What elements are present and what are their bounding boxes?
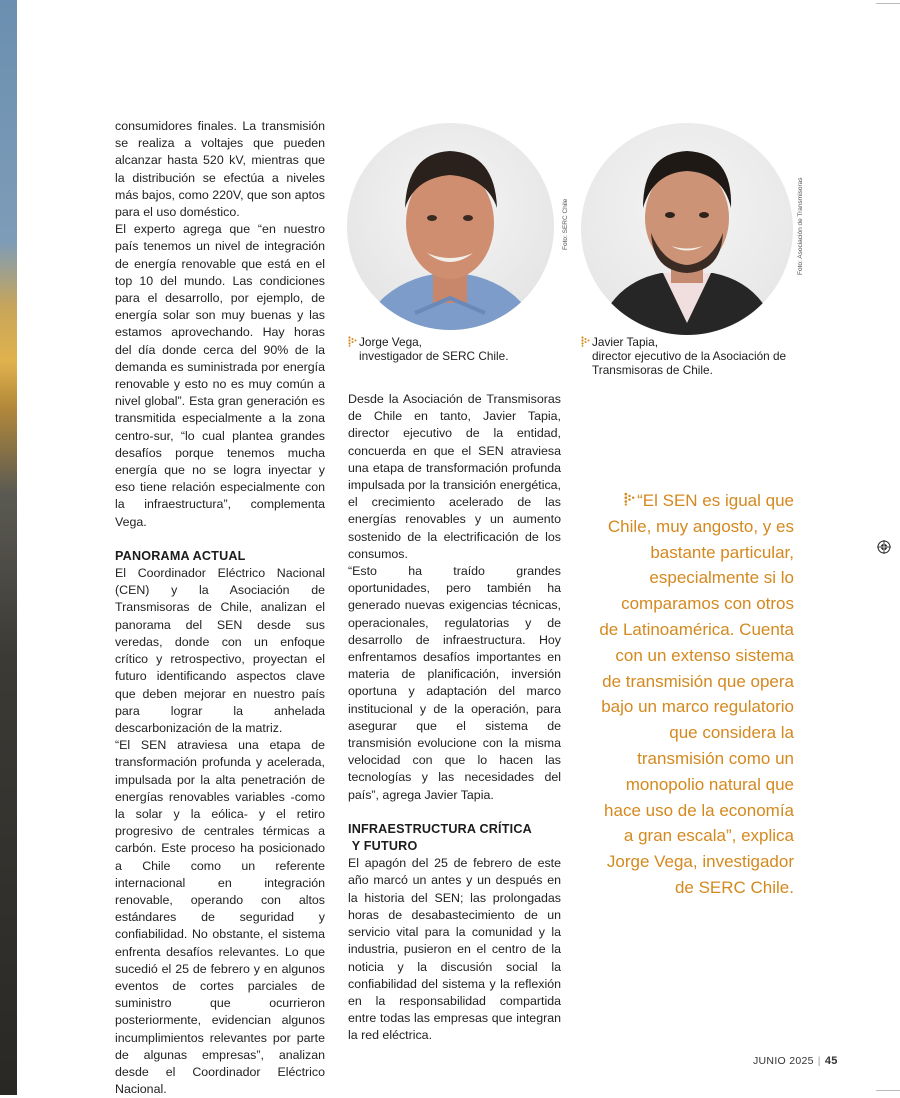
caption-jorge-vega bbox=[348, 335, 548, 363]
col2-paragraph-2: “Esto ha traído grandes oportunidades, pero también ha generado nuevas exigencias técnicas, operacionales, regulatorias y de desarrollo de infraestructura. Hoy enfrentamos desafíos importantes en materia de planificación, inversión oportuna y adaptación del marco institucional y de la operación, para asegurar que el sistema de transmisión evolucione con la misma velocidad con que lo hacen las tecnologías y las necesidades del país”, agrega Javier Tapia. bbox=[348, 564, 561, 802]
pull-quote bbox=[598, 488, 794, 901]
caption-javier-tapia bbox=[581, 335, 811, 377]
crop-mark-top bbox=[876, 3, 900, 4]
col1-paragraph-1: consumidores finales. La transmisión se realiza a voltajes que pueden alcanzar hasta 520 kV, mientras que la distribución se efectúa a niveles más bajos, como 220V, que son aptos para el uso doméstico. bbox=[115, 119, 325, 220]
section-title-panorama: PANORAMA ACTUAL bbox=[115, 548, 246, 563]
photo-credit-right: Foto: Asociación de Transmisoras bbox=[797, 177, 804, 275]
article-column-1 bbox=[115, 118, 325, 1098]
caption-role-left: investigador de SERC Chile. bbox=[359, 349, 509, 363]
photo-javier-tapia bbox=[581, 123, 793, 335]
dotted-arrow-icon bbox=[624, 492, 635, 506]
photo-jorge-vega bbox=[347, 123, 554, 330]
article-column-2 bbox=[348, 391, 561, 1045]
portrait-jorge-vega bbox=[347, 123, 554, 330]
page-footer bbox=[753, 1055, 838, 1067]
col1-paragraph-3: El Coordinador Eléctrico Nacional (CEN) y la Asociación de Transmisoras de Chile, analizan el panorama del SEN desde sus veredas, donde con un enfoque crítico y retrospectivo, proyectan el futuro identificando aspectos clave que deben mejorar en nuestro país para lograr la anhelada descarbonización de la matriz. bbox=[115, 566, 325, 735]
registration-mark-icon bbox=[877, 540, 891, 554]
edge-photo-strip bbox=[0, 0, 17, 1095]
portrait-javier-tapia bbox=[581, 123, 793, 335]
pull-quote-text: “El SEN es igual que Chile, muy angosto, y es bastante particular, especialmente si lo comparamos con otros de Latinoamérica. Cuenta con un extenso sistema de transmisión que opera bajo un marco regulatorio que considera la transmisión como un monopolio natural que hace uso de la economía a gran escala”, explica Jorge Vega, investigador de SERC Chile. bbox=[599, 491, 794, 897]
page-number: 45 bbox=[824, 1055, 838, 1067]
caption-name-right: Javier Tapia, bbox=[592, 335, 659, 349]
col2-paragraph-3: El apagón del 25 de febrero de este año marcó un antes y un después en la historia del SEN; las prolongadas horas de desabastecimiento de un servicio vital para la comunidad y la industria, pusieron en el centro de la noticia y la discusión social la confiabilidad del sistema y la reflexión en la responsabilidad compartida entre todas las empresas que integran la red eléctrica. bbox=[348, 856, 561, 1043]
section-title-infraestructura bbox=[348, 821, 561, 855]
section-title-line-2: Y FUTURO bbox=[351, 839, 418, 854]
section-title-line-1: INFRAESTRUCTURA CRÍTICA bbox=[348, 821, 532, 836]
dotted-arrow-icon bbox=[348, 336, 357, 347]
col1-paragraph-4: “El SEN atraviesa una etapa de transformación profunda y acelerada, impulsada por la alta penetración de energías renovables variables -como la solar y la eólica- y el retiro progresivo de centrales térmicas a carbón. Este proceso ha posicionado a Chile como un referente internacional en integración renovable, operando con altos estándares de seguridad y confiabilidad. No obstante, el sistema enfrenta desafíos relevantes. Lo que sucedió el 25 de febrero y en algunos eventos de cortes parciales de suministro que ocurrieron posteriormente, evidencian algunos incumplimientos relevantes por parte de algunas empresas”, analizan desde el Coordinador Eléctrico Nacional. bbox=[115, 738, 325, 1097]
col2-paragraph-1: Desde la Asociación de Transmisoras de Chile en tanto, Javier Tapia, director ejecutivo de la entidad, concuerda en que el SEN atraviesa una etapa de transformación profunda impulsada por la transición energética, el crecimiento acelerado de las energías renovables y un aumento sostenido de la electrificación de los consumos. bbox=[348, 392, 561, 561]
caption-name-left: Jorge Vega, bbox=[359, 335, 422, 349]
dotted-arrow-icon bbox=[581, 336, 590, 347]
footer-separator: | bbox=[817, 1055, 821, 1067]
col1-paragraph-2: El experto agrega que “en nuestro país tenemos un nivel de integración de energía renovable que está en el top 10 del mundo. Las condiciones para el desarrollo, por ejemplo, de energía solar son muy buenas y las estamos aprovechando. Hay horas del día donde cerca del 90% de la demanda es suministrada por energía renovable y esto no es muy común a nivel global”. Esta gran generación es transmitida especialmente a la zona centro-sur, “lo cual plantea grandes desafíos porque tenemos mucha energía que no se logra inyectar y eso tiene relación especialmente con la infraestructura”, complementa Vega. bbox=[115, 222, 325, 529]
issue-date: JUNIO 2025 bbox=[753, 1055, 814, 1067]
caption-role-right: director ejecutivo de la Asociación de Transmisoras de Chile. bbox=[592, 349, 787, 377]
crop-mark-bottom bbox=[876, 1090, 900, 1091]
photo-credit-left: Foto: SERC Chile bbox=[562, 198, 569, 250]
